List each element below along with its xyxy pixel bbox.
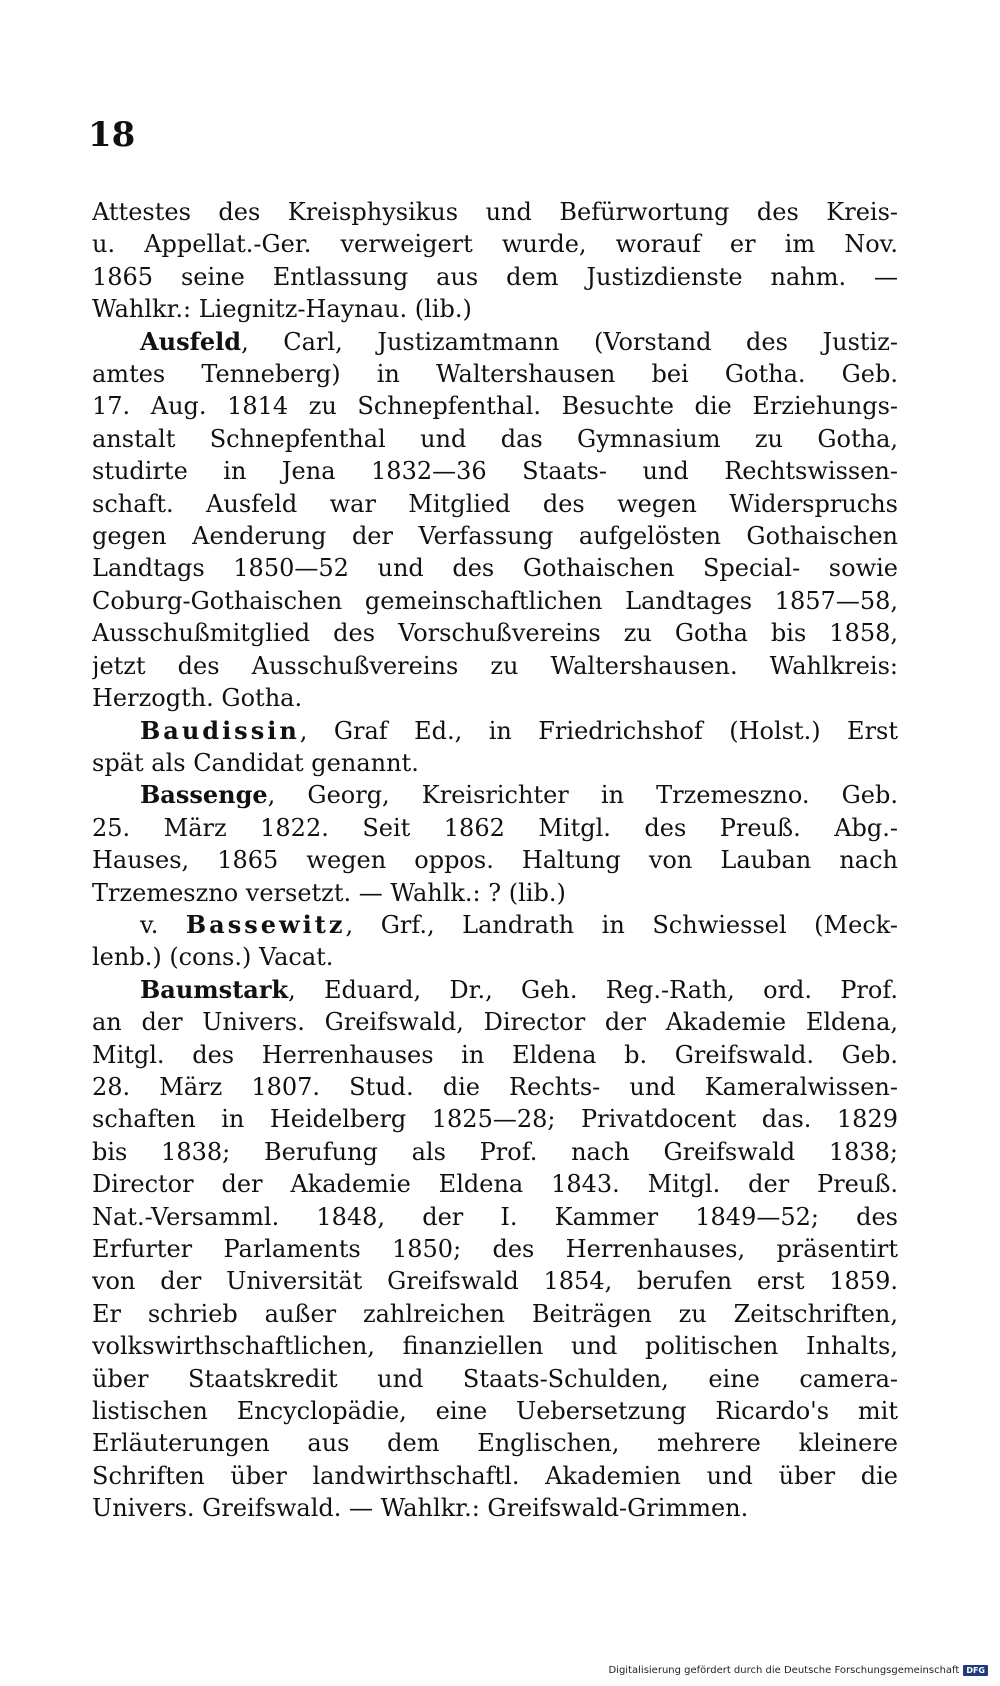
line-text: , Georg, Kreisrichter in Trzemeszno. Geb. xyxy=(267,781,898,810)
text-line xyxy=(92,455,898,487)
text-line xyxy=(92,390,898,422)
line-text: gegen Aenderung der Verfassung aufgelösten Gothaischen xyxy=(92,522,898,551)
text-line xyxy=(92,1363,898,1395)
line-text: volkswirthschaftlichen, finanziellen und politischen Inhalts, xyxy=(92,1332,898,1361)
line-text: spät als Candidat genannt. xyxy=(92,748,419,777)
line-text: Wahlkr.: Liegnitz-Haynau. (lib.) xyxy=(92,295,472,324)
text-line xyxy=(92,650,898,682)
dfg-logo-icon: DFG xyxy=(963,1665,988,1676)
entry-name: Bassenge xyxy=(140,780,268,810)
line-text: Coburg-Gothaischen gemeinschaftlichen Landtages 1857—58, xyxy=(92,586,898,615)
line-text: Erfurter Parlaments 1850; des Herrenhauses, präsentirt xyxy=(92,1235,898,1263)
text-line xyxy=(92,715,898,747)
text-line xyxy=(92,779,898,811)
line-text: Trzemeszno versetzt. — Wahlk.: ? (lib.) xyxy=(92,878,566,907)
line-text: Landtags 1850—52 und des Gothaischen Special- sowie xyxy=(92,554,898,583)
text-line xyxy=(92,1071,898,1103)
line-text: Schriften über landwirthschaftl. Akademien und über die xyxy=(92,1461,898,1490)
page-number: 18 xyxy=(88,115,136,155)
line-text: Erläuterungen aus dem Englischen, mehrere kleinere xyxy=(92,1429,898,1458)
line-text: Univers. Greifswald. — Wahlkr.: Greifswald-Grimmen. xyxy=(92,1494,749,1523)
line-text: , Graf Ed., in Friedrichshof (Holst.) Erst xyxy=(299,716,898,745)
text-line xyxy=(92,585,898,617)
text-line xyxy=(92,1395,898,1427)
line-text: , Grf., Landrath in Schwiessel (Meck- xyxy=(345,910,898,939)
line-text: 1865 seine Entlassung aus dem Justizdienste nahm. — xyxy=(92,262,898,291)
text-line xyxy=(92,520,898,552)
text-line xyxy=(92,747,898,779)
text-line xyxy=(92,1201,898,1233)
line-text: von der Universität Greifswald 1854, berufen erst 1859. xyxy=(92,1267,898,1296)
line-text: Attestes des Kreisphysikus und Befürwortung des Kreis- xyxy=(92,198,898,226)
line-text: studirte in Jena 1832—36 Staats- und Rechtswissen- xyxy=(92,457,898,486)
line-text: , Eduard, Dr., Geh. Reg.-Rath, ord. Prof. xyxy=(288,975,898,1004)
line-text: Nat.-Versamml. 1848, der I. Kammer 1849—52; des xyxy=(92,1202,898,1231)
text-line xyxy=(92,1492,898,1524)
line-text: 28. März 1807. Stud. die Rechts- und Kameralwissen- xyxy=(92,1072,898,1101)
entry-name: Ausfeld xyxy=(140,326,242,356)
line-text: an der Univers. Greifswald, Director der Akademie Eldena, xyxy=(92,1008,898,1037)
line-text: u. Appellat.-Ger. verweigert wurde, worauf er im Nov. xyxy=(92,230,898,259)
footer xyxy=(608,1665,988,1676)
line-text: Hauses, 1865 wegen oppos. Haltung von Lauban nach xyxy=(92,846,898,875)
text-line xyxy=(92,196,898,228)
text-line xyxy=(92,909,898,941)
line-text: bis 1838; Berufung als Prof. nach Greifswald 1838; xyxy=(92,1137,898,1166)
line-text: 17. Aug. 1814 zu Schnepfenthal. Besuchte die Erziehungs- xyxy=(92,392,898,421)
line-text: Ausschußmitglied des Vorschußvereins zu Gotha bis 1858, xyxy=(92,619,898,648)
text-line xyxy=(92,1168,898,1200)
line-text: Er schrieb außer zahlreichen Beiträgen zu Zeitschriften, xyxy=(92,1299,898,1328)
text-line xyxy=(92,812,898,844)
text-line xyxy=(92,293,898,325)
text-line xyxy=(92,941,898,973)
text-line xyxy=(92,1427,898,1459)
text-line xyxy=(92,1298,898,1330)
line-text: über Staatskredit und Staats-Schulden, eine camera- xyxy=(92,1364,898,1393)
line-text: 25. März 1822. Seit 1862 Mitgl. des Preuß. Abg.- xyxy=(92,813,898,842)
text-line xyxy=(92,228,898,260)
text-block xyxy=(92,196,898,1525)
text-line xyxy=(92,974,898,1006)
text-line xyxy=(92,1039,898,1071)
text-line xyxy=(92,326,898,358)
line-text: lenb.) (cons.) Vacat. xyxy=(92,943,334,972)
text-line xyxy=(92,488,898,520)
text-line xyxy=(92,1103,898,1135)
line-text: schaften in Heidelberg 1825—28; Privatdocent das. 1829 xyxy=(92,1105,898,1134)
text-line xyxy=(92,1136,898,1168)
entry-name: Bassewitz xyxy=(185,909,346,939)
text-line xyxy=(92,1460,898,1492)
text-line xyxy=(92,552,898,584)
line-text: Herzogth. Gotha. xyxy=(92,684,303,713)
line-text: amtes Tenneberg) in Waltershausen bei Gotha. Geb. xyxy=(92,360,898,389)
line-text: anstalt Schnepfenthal und das Gymnasium zu Gotha, xyxy=(92,424,898,453)
text-line xyxy=(92,358,898,390)
text-line xyxy=(92,423,898,455)
line-text: Director der Akademie Eldena 1843. Mitgl. der Preuß. xyxy=(92,1170,898,1199)
text-line xyxy=(92,877,898,909)
line-text: schaft. Ausfeld war Mitglied des wegen Widerspruchs xyxy=(92,489,898,518)
line-text: Mitgl. des Herrenhauses in Eldena b. Greifswald. Geb. xyxy=(92,1040,898,1069)
text-line xyxy=(92,682,898,714)
entry-name: Baudissin xyxy=(140,715,300,745)
text-line xyxy=(92,261,898,293)
entry-name: Baumstark xyxy=(140,974,289,1004)
text-line xyxy=(92,1233,898,1265)
text-line xyxy=(92,1330,898,1362)
text-line xyxy=(92,1006,898,1038)
entry-prefix: v. xyxy=(140,910,186,939)
footer-credit: Digitalisierung gefördert durch die Deutsche Forschungsgemeinschaft xyxy=(608,1665,960,1676)
text-line xyxy=(92,1265,898,1297)
text-line xyxy=(92,617,898,649)
line-text: , Carl, Justizamtmann (Vorstand des Justiz- xyxy=(241,327,898,356)
text-line xyxy=(92,844,898,876)
line-text: jetzt des Ausschußvereins zu Waltershausen. Wahlkreis: xyxy=(92,651,898,680)
line-text: listischen Encyclopädie, eine Uebersetzung Ricardo's mit xyxy=(92,1397,898,1426)
